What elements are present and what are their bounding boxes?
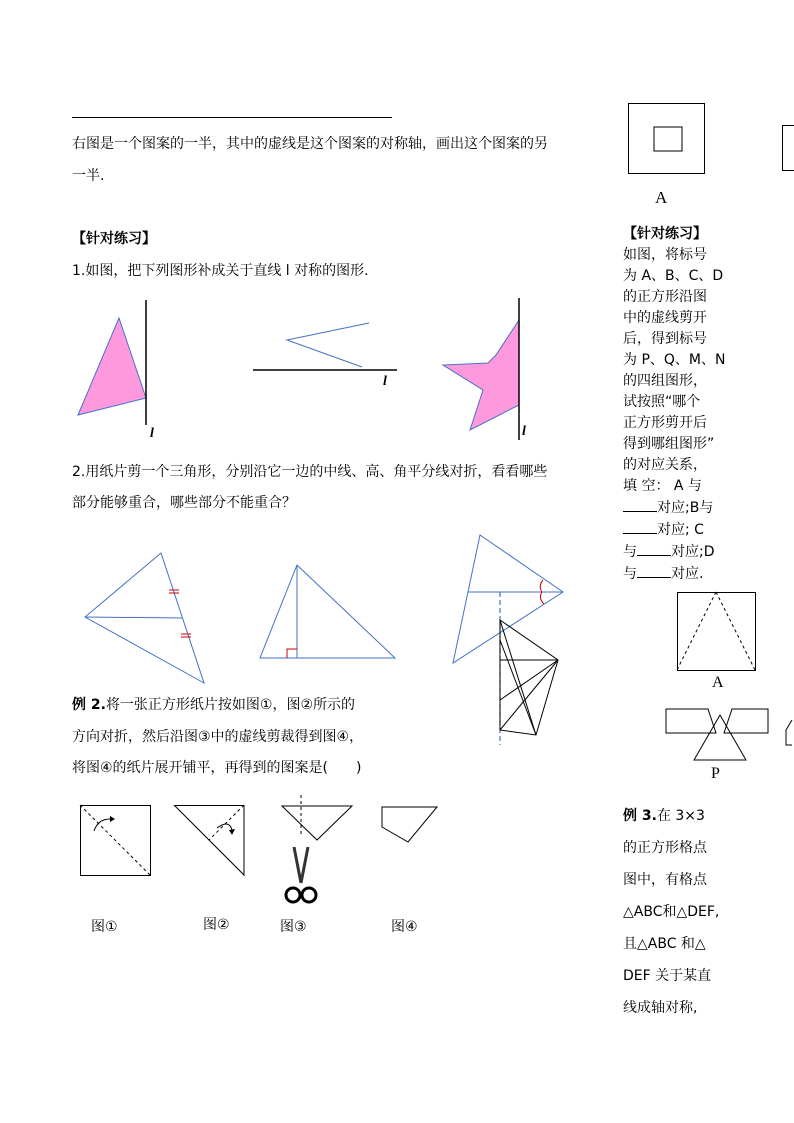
right-line: 为 A、B、C、D [623, 268, 724, 284]
axis-label-2: l [383, 374, 387, 389]
label-a-top: A [655, 188, 668, 207]
intro-line-1: 右图是一个图案的一半，其中的虚线是这个图案的对称轴，画出这个图案的另 [72, 136, 548, 152]
axis-label-1: l [150, 426, 154, 441]
right-line: 试按照“哪个 [623, 394, 701, 410]
fill-text-5b: 对应. [671, 566, 704, 582]
example-2-text-1: 将一张正方形纸片按如图①，图②所示的 [105, 697, 356, 713]
example-2-label: 例 2. [72, 697, 106, 713]
right-practice-block [623, 224, 733, 585]
fill-text-3: 对应; C [657, 522, 704, 538]
right-line: 为 P、Q、M、N [623, 352, 726, 368]
label-p: P [711, 765, 720, 782]
example-3-block [623, 800, 719, 1024]
pieces-p [664, 705, 794, 765]
example-3-line: DEF 关于某直 [623, 968, 712, 984]
example-3-line: 的正方形格点 [623, 840, 707, 856]
right-practice-heading: 【针对练习】 [623, 226, 707, 242]
scissors-icon [286, 847, 316, 902]
q2-figure-median [80, 545, 210, 690]
example-2-line-2: 方向对折，然后沿图③中的虚线剪裁得到图④， [72, 729, 364, 745]
fill-line-2 [623, 497, 733, 519]
square-a-top [628, 103, 708, 178]
example-2-line-3: 将图④的纸片展开铺平，再得到的图案是( ) [72, 760, 362, 776]
fold-figure-3 [280, 795, 355, 910]
example-3-line: 且△ABC 和△ [623, 936, 706, 952]
right-line: 正方形剪开后 [623, 415, 707, 431]
top-rule [72, 117, 392, 118]
right-line: 后，得到标号 [623, 331, 707, 347]
caption-fig-4: 图④ [391, 919, 418, 935]
right-line: 中的虚线剪开 [623, 310, 707, 326]
q1-figure-star [438, 295, 548, 445]
axis-label-3: l [522, 424, 526, 439]
label-a: A [712, 674, 724, 691]
right-line: 的对应关系， [623, 457, 707, 473]
example-3-line: △ABC和△DEF, [623, 904, 720, 920]
example-3-line: 线成轴对称, [623, 1000, 698, 1016]
caption-fig-3: 图③ [280, 919, 307, 935]
q1-figure-triangle [70, 295, 170, 445]
question-2-line-1: 2.用纸片剪一个三角形，分别沿它一边的中线、高、角平分线对折，看看哪些 [72, 464, 548, 480]
answer-blank-b[interactable] [623, 519, 657, 534]
fold-figure-2 [174, 805, 249, 880]
fill-text-4b: 对应;D [671, 544, 715, 560]
caption-fig-2: 图② [203, 917, 230, 933]
example-3-line: 图中，有格点 [623, 872, 707, 888]
example-3-label: 例 3. [623, 808, 657, 824]
caption-fig-1: 图① [91, 919, 118, 935]
answer-blank-d[interactable] [637, 563, 671, 578]
q2-figure-altitude [255, 560, 405, 665]
fill-text-2: 对应;B与 [657, 500, 714, 516]
practice-heading: 【针对练习】 [72, 231, 156, 247]
question-1: 1.如图，把下列图形补成关于直线 l 对称的图形. [72, 263, 369, 279]
fill-line-3 [623, 519, 733, 541]
q2-figure-bisector [448, 530, 568, 750]
q1-figure-angle [250, 315, 410, 395]
right-line: 得到哪组图形” [623, 436, 715, 452]
fill-line-1: 填 空： A 与 [623, 478, 702, 494]
fold-figure-4 [380, 805, 440, 850]
right-line: 的四组图形， [623, 373, 707, 389]
fold-figure-1 [80, 805, 155, 880]
square-b-partial [782, 125, 794, 171]
right-line: 如图，将标号 [623, 247, 707, 263]
intro-line-2: 一半. [72, 168, 105, 184]
fill-line-5 [623, 563, 733, 585]
example-3-line: 在 3×3 [656, 808, 705, 824]
fill-text-4a: 与 [623, 544, 637, 560]
fill-line-4 [623, 541, 733, 563]
example-2-line-1 [72, 695, 355, 715]
question-2-line-2: 部分能够重合，哪些部分不能重合？ [72, 495, 296, 511]
square-a-cut [677, 592, 759, 672]
answer-blank-a[interactable] [623, 497, 657, 512]
fill-text-5a: 与 [623, 566, 637, 582]
right-line: 的正方形沿图 [623, 289, 707, 305]
answer-blank-c[interactable] [637, 541, 671, 556]
